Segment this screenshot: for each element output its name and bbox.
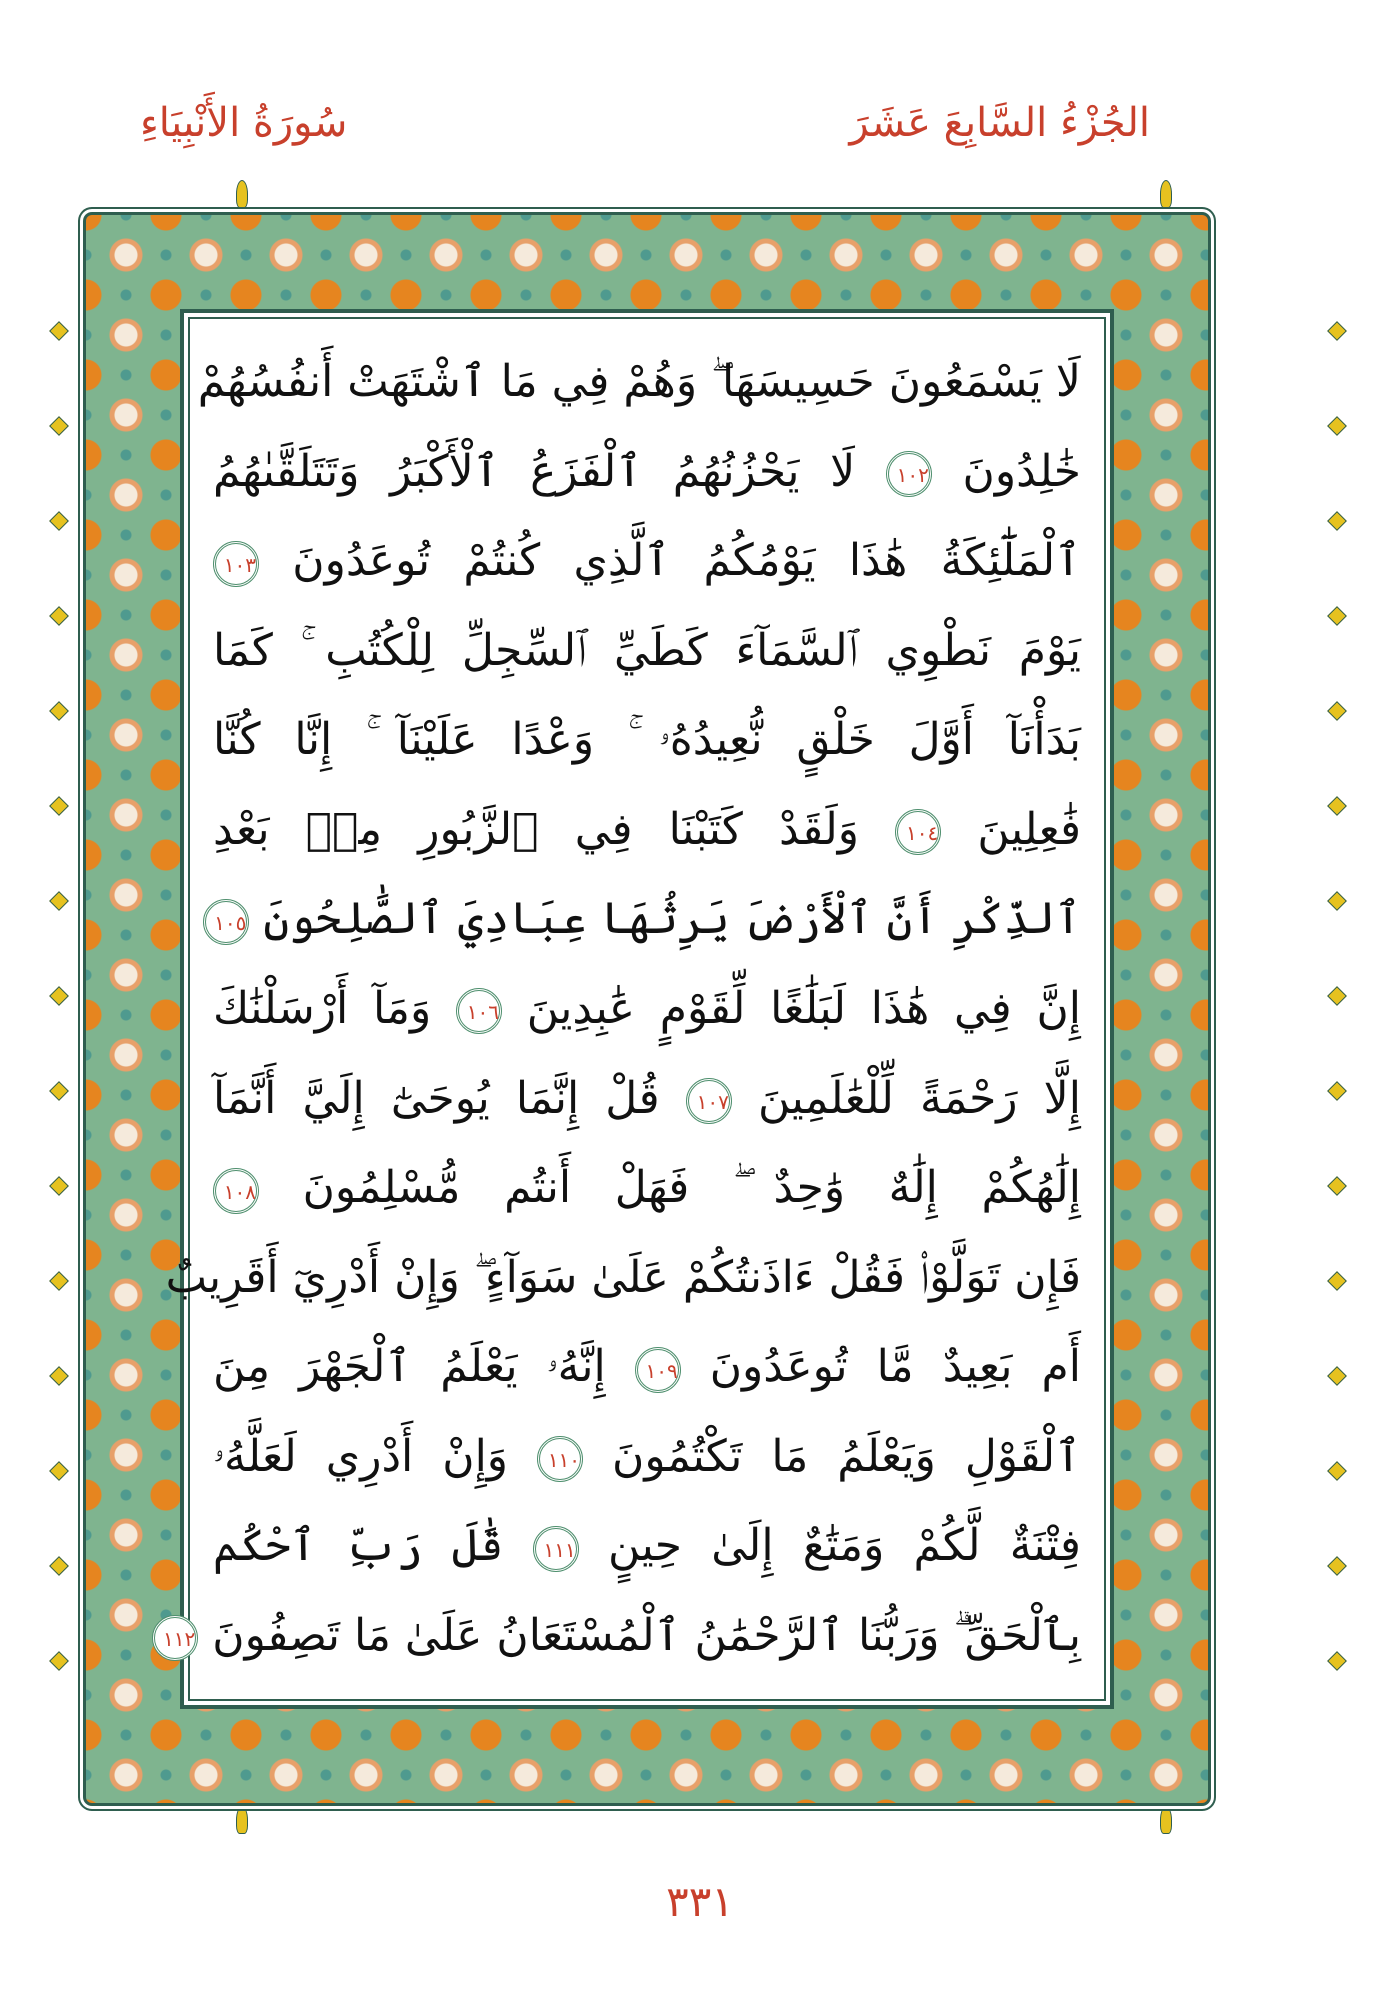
margin-ornament bbox=[49, 986, 69, 1006]
text-line bbox=[213, 432, 1081, 512]
juz-title: الجُزْءُ السَّابِعَ عَشَرَ bbox=[849, 100, 1150, 146]
text-line bbox=[213, 1327, 1081, 1407]
verse-text: قُلْ إِنَّمَا يُوحَىٰٓ إِلَيَّ أَنَّمَآ bbox=[213, 1072, 660, 1124]
verse-text: إِنَّهُۥ يَعْلَمُ ٱلْجَهْرَ مِنَ bbox=[213, 1341, 606, 1393]
margin-ornament bbox=[1327, 606, 1347, 626]
text-line bbox=[213, 1059, 1081, 1139]
ayah-number-marker: ١١٠ bbox=[537, 1436, 583, 1482]
ayah-number-marker: ١٠٧ bbox=[686, 1078, 732, 1124]
margin-ornament bbox=[1327, 1366, 1347, 1386]
margin-ornament bbox=[49, 1461, 69, 1481]
margin-ornament bbox=[49, 606, 69, 626]
margin-ornament bbox=[49, 1176, 69, 1196]
ayah-number-marker: ١٠٦ bbox=[456, 988, 502, 1034]
margin-ornament bbox=[1327, 1651, 1347, 1671]
ornamental-frame bbox=[86, 215, 1208, 1803]
margin-ornament bbox=[1327, 321, 1347, 341]
quran-text-block bbox=[163, 342, 1081, 1676]
margin-ornament bbox=[1327, 1556, 1347, 1576]
verse-text: لَا يَحْزُنُهُمُ ٱلْفَزَعُ ٱلْأَكْبَرُ وَتَتَلَقَّىٰهُمُ bbox=[213, 445, 856, 497]
verse-text: فِتْنَةٌ لَّكُمْ وَمَتَٰعٌ إِلَىٰ حِينٍ bbox=[608, 1520, 1081, 1572]
verse-text: أَم بَعِيدٌ مَّا تُوعَدُونَ bbox=[709, 1341, 1081, 1393]
text-line bbox=[213, 790, 1081, 870]
margin-ornament bbox=[49, 1271, 69, 1291]
verse-text: بَدَأْنَآ أَوَّلَ خَلْقٍ نُّعِيدُهُۥ ۚ وَعْدًا عَلَيْنَآ ۚ إِنَّا كُنَّا bbox=[213, 714, 1081, 766]
margin-ornament bbox=[49, 701, 69, 721]
verse-text: وَإِنْ أَدْرِي لَعَلَّهُۥ bbox=[213, 1430, 509, 1482]
text-line bbox=[213, 611, 1081, 691]
margin-ornament bbox=[1327, 1271, 1347, 1291]
text-line bbox=[213, 1148, 1081, 1228]
verse-text: ٱلْمَلَٰٓئِكَةُ هَٰذَا يَوْمُكُمُ ٱلَّذِي كُنتُمْ تُوعَدُونَ bbox=[292, 535, 1081, 587]
verse-text: لَا يَسْمَعُونَ حَسِيسَهَا ۖ وَهُمْ فِي مَا ٱشْتَهَتْ أَنفُسُهُمْ bbox=[197, 356, 1081, 407]
margin-ornament bbox=[49, 1651, 69, 1671]
frame-bottom-finial bbox=[1160, 1806, 1172, 1834]
verse-text: إِنَّ فِي هَٰذَا لَبَلَٰغًا لِّقَوْمٍ عَٰبِدِينَ bbox=[526, 982, 1081, 1034]
margin-ornament bbox=[49, 321, 69, 341]
frame-top-finial bbox=[236, 180, 248, 208]
verse-text: ٱلْقَوْلِ وَيَعْلَمُ مَا تَكْتُمُونَ bbox=[612, 1430, 1081, 1482]
margin-ornament bbox=[1327, 416, 1347, 436]
ayah-number-marker: ١٠٥ bbox=[203, 899, 249, 945]
margin-ornament bbox=[49, 796, 69, 816]
text-line bbox=[163, 1596, 1081, 1676]
margin-ornament bbox=[1327, 891, 1347, 911]
text-line bbox=[213, 521, 1081, 601]
margin-ornament bbox=[1327, 1081, 1347, 1101]
ayah-number-marker: ١١١ bbox=[533, 1526, 579, 1572]
verse-text: فَٰعِلِينَ bbox=[977, 803, 1081, 855]
margin-ornament bbox=[49, 416, 69, 436]
verse-text: يَوْمَ نَطْوِي ٱلسَّمَآءَ كَطَيِّ ٱلسِّجِلِّ لِلْكُتُبِ ۚ كَمَا bbox=[213, 624, 1081, 676]
ayah-number-marker: ١١٢ bbox=[152, 1615, 198, 1661]
verse-text: إِلَٰهُكُمْ إِلَٰهٌ وَٰحِدٌ ۖ فَهَلْ أَنتُم مُّسْلِمُونَ bbox=[302, 1162, 1081, 1214]
margin-ornament bbox=[1327, 701, 1347, 721]
text-line bbox=[197, 342, 1081, 422]
margin-ornament bbox=[1327, 796, 1347, 816]
page-number: ٣٣١ bbox=[666, 1877, 734, 1926]
verse-text: قَٰلَ رَبِّ ٱحْكُم bbox=[213, 1520, 504, 1572]
margin-ornament bbox=[49, 1081, 69, 1101]
margin-ornament bbox=[1327, 1176, 1347, 1196]
text-line bbox=[213, 879, 1081, 959]
text-line bbox=[213, 700, 1081, 780]
margin-ornament bbox=[49, 891, 69, 911]
ayah-number-marker: ١٠٨ bbox=[213, 1168, 259, 1214]
ayah-number-marker: ١٠٣ bbox=[213, 541, 259, 587]
frame-bottom-finial bbox=[236, 1806, 248, 1834]
ayah-number-marker: ١٠٢ bbox=[886, 451, 932, 497]
ayah-number-marker: ١٠٩ bbox=[635, 1347, 681, 1393]
verse-text: وَمَآ أَرْسَلْنَٰكَ bbox=[213, 982, 432, 1034]
verse-text: وَلَقَدْ كَتَبْنَا فِي ٱلزَّبُورِ مِنۢ بَعْدِ bbox=[213, 803, 860, 855]
verse-text: ٱلذِّكْرِ أَنَّ ٱلْأَرْضَ يَرِثُهَا عِبَادِيَ ٱلصَّٰلِحُونَ bbox=[263, 893, 1081, 945]
margin-ornament bbox=[1327, 511, 1347, 531]
text-line bbox=[213, 1417, 1081, 1497]
margin-ornament bbox=[49, 1366, 69, 1386]
margin-ornament bbox=[1327, 1461, 1347, 1481]
verse-text: خَٰلِدُونَ bbox=[962, 445, 1081, 497]
text-line bbox=[213, 969, 1081, 1049]
verse-text: بِٱلْحَقِّ ۗ وَرَبُّنَا ٱلرَّحْمَٰنُ ٱلْمُسْتَعَانُ عَلَىٰ مَا تَصِفُونَ bbox=[212, 1609, 1081, 1661]
verse-text: إِلَّا رَحْمَةً لِّلْعَٰلَمِينَ bbox=[757, 1072, 1081, 1124]
margin-ornament bbox=[1327, 986, 1347, 1006]
ayah-number-marker: ١٠٤ bbox=[895, 809, 941, 855]
margin-ornament bbox=[49, 1556, 69, 1576]
frame-top-finial bbox=[1160, 180, 1172, 208]
verse-text: فَإِن تَوَلَّوْا۟ فَقُلْ ءَاذَنتُكُمْ عَلَىٰ سَوَآءٍ ۖ وَإِنْ أَدْرِيٓ أَقَرِيبٌ bbox=[165, 1251, 1081, 1303]
margin-ornament bbox=[49, 511, 69, 531]
surah-title: سُورَةُ الأَنْبِيَاءِ bbox=[140, 100, 348, 146]
text-line bbox=[165, 1238, 1081, 1318]
text-line bbox=[213, 1506, 1081, 1586]
